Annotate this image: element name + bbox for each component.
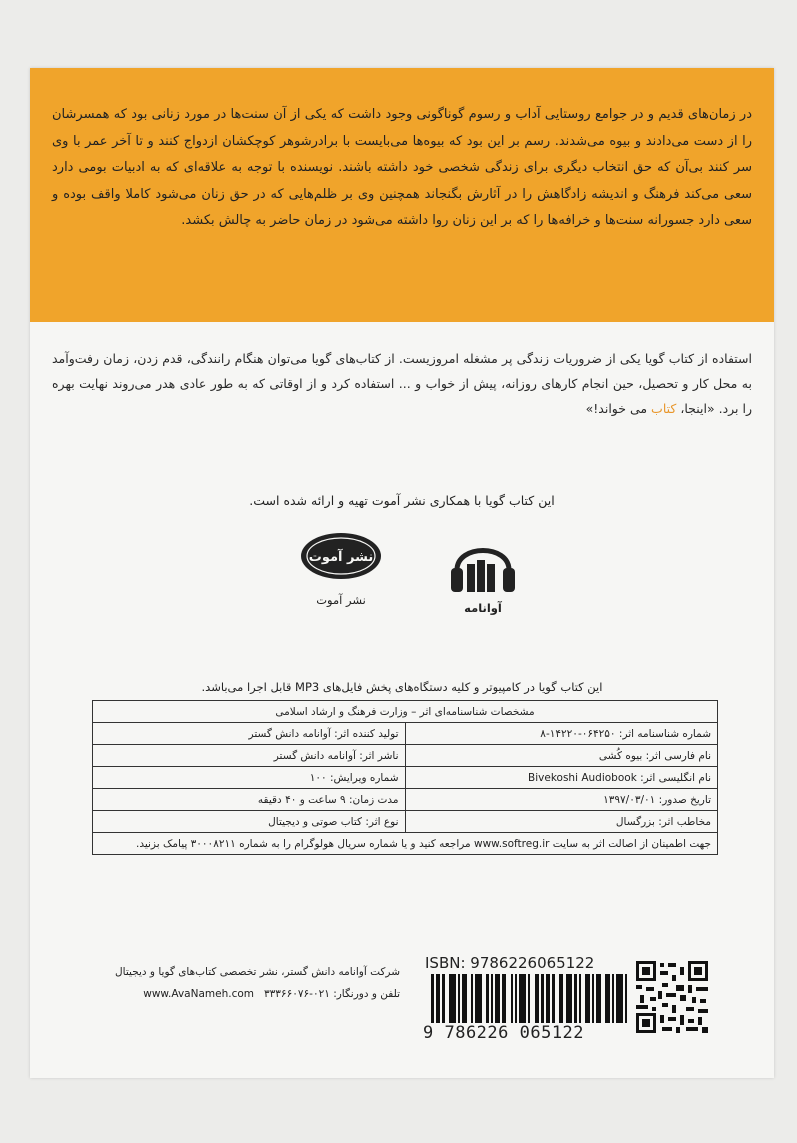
table-header-row: [93, 701, 718, 723]
table-footer-row: [93, 833, 718, 855]
amout-emblem-text: نشر آموت: [308, 550, 374, 565]
table-row: [93, 789, 718, 811]
mp3-compatibility-note: این کتاب گویا در کامپیوتر و کلیه دستگاه‌های پخش فایل‌های MP3 قابل اجرا می‌باشد.: [201, 680, 603, 694]
company-description: شرکت آوانامه دانش گستر، نشر تخصصی کتاب‌های گویا و دیجیتال: [115, 966, 400, 978]
table-row: [93, 745, 718, 767]
table-cell: نام انگلیسی اثر: Bivekoshi Audiobook: [405, 767, 718, 789]
table-row: [93, 811, 718, 833]
synopsis-band: [30, 68, 774, 322]
authenticity-note: جهت اطمینان از اصالت اثر به سایت www.softreg.ir مراجعه کنید و یا شماره سریال هولوگرام را به شماره ۳۰۰۰۸۲۱۱ پیامک بزنید.: [93, 833, 718, 855]
table-cell: ناشر اثر: آوانامه دانش گستر: [93, 745, 406, 767]
company-contact: [100, 988, 400, 1000]
company-phone: تلفن و دورنگار: ۰۲۱-۳۳۳۶۶۰۷۶: [264, 988, 400, 1000]
intro-highlight: کتاب: [651, 401, 677, 416]
qr-code: [636, 961, 708, 1033]
isbn-label: ISBN: 9786226065122: [425, 954, 595, 972]
intro-text: استفاده از کتاب گویا یکی از ضروریات زندگی پر مشغله امروزیست. از کتاب‌های گویا می‌توان هنگام رانندگی، قدم زدن، زمان رفت‌وآمد به محل کار و تحصیل، حین انجام کارهای روزانه، پیش از خواب و ... استفاده کرد و از اوقاتی که به طور عادی هدر می‌روند نهایت بهره را برد. «اینجا،: [52, 351, 752, 416]
synopsis-text: در زمان‌های قدیم و در جوامع روستایی آداب و رسوم گوناگونی وجود داشت که یکی از آن سنت‌ها در مورد زنانی بود که همسرشان را از دست می‌دادند و بیوه می‌شدند. رسم بر این بود که بیوه‌ها می‌بایست با برادرشوهر کوچکشان ازدواج کنند و تا آخر عمر با وی سر کنند بی‌آن که حق انتخاب دیگری برای زندگی شخصی خود داشته باشند. نویسنده با توجه به علاقه‌ای که به ادبیات بومی دارد سعی می‌کند فرهنگ و اندیشه زادگاهش را در آثارش بگنجاند همچنین وی بر ظلم‌هایی که در حق زنان می‌شود کاملا واقف بوده و سعی دارد جسورانه سنت‌ها و خرافه‌ها را که بر این زنان روا داشته می‌شود در زمان حاضر به چالش بکشد.: [52, 107, 752, 228]
table-cell: تاریخ صدور: ۱۳۹۷/۰۳/۰۱: [405, 789, 718, 811]
table-row: [93, 767, 718, 789]
amout-logo: [298, 530, 384, 607]
book-back-cover: [30, 68, 774, 1078]
amout-logo-label: نشر آموت: [316, 593, 366, 607]
intro-text-end: می خواند!»: [585, 401, 652, 416]
isbn-digits: 9 786226 065122: [423, 1023, 633, 1043]
table-header: مشخصات شناسنامه‌ای اثر – وزارت فرهنگ و ارشاد اسلامی: [93, 701, 718, 723]
company-website[interactable]: www.AvaNameh.com: [143, 988, 254, 1000]
table-cell: شماره شناسنامه اثر: ۰۶۴۲۵۰-۱۴۲۲۰-۸: [405, 723, 718, 745]
collaboration-note: این کتاب گویا با همکاری نشر آموت تهیه و ارائه شده است.: [249, 493, 555, 508]
identification-table: [92, 700, 718, 855]
amout-emblem-icon: [298, 530, 384, 582]
avaname-logo-label: آوانامه: [464, 601, 502, 615]
table-cell: مخاطب اثر: بزرگسال: [405, 811, 718, 833]
table-cell: تولید کننده اثر: آوانامه دانش گستر: [93, 723, 406, 745]
headphones-books-icon: [445, 530, 521, 596]
table-row: [93, 723, 718, 745]
audiobook-intro: [52, 346, 752, 421]
table-cell: شماره ویرایش: ۱۰۰: [93, 767, 406, 789]
table-cell: نوع اثر: کتاب صوتی و دیجیتال: [93, 811, 406, 833]
table-cell: نام فارسی اثر: بیوه کُشی: [405, 745, 718, 767]
table-cell: مدت زمان: ۹ ساعت و ۴۰ دقیقه: [93, 789, 406, 811]
avaname-logo: [445, 530, 521, 615]
